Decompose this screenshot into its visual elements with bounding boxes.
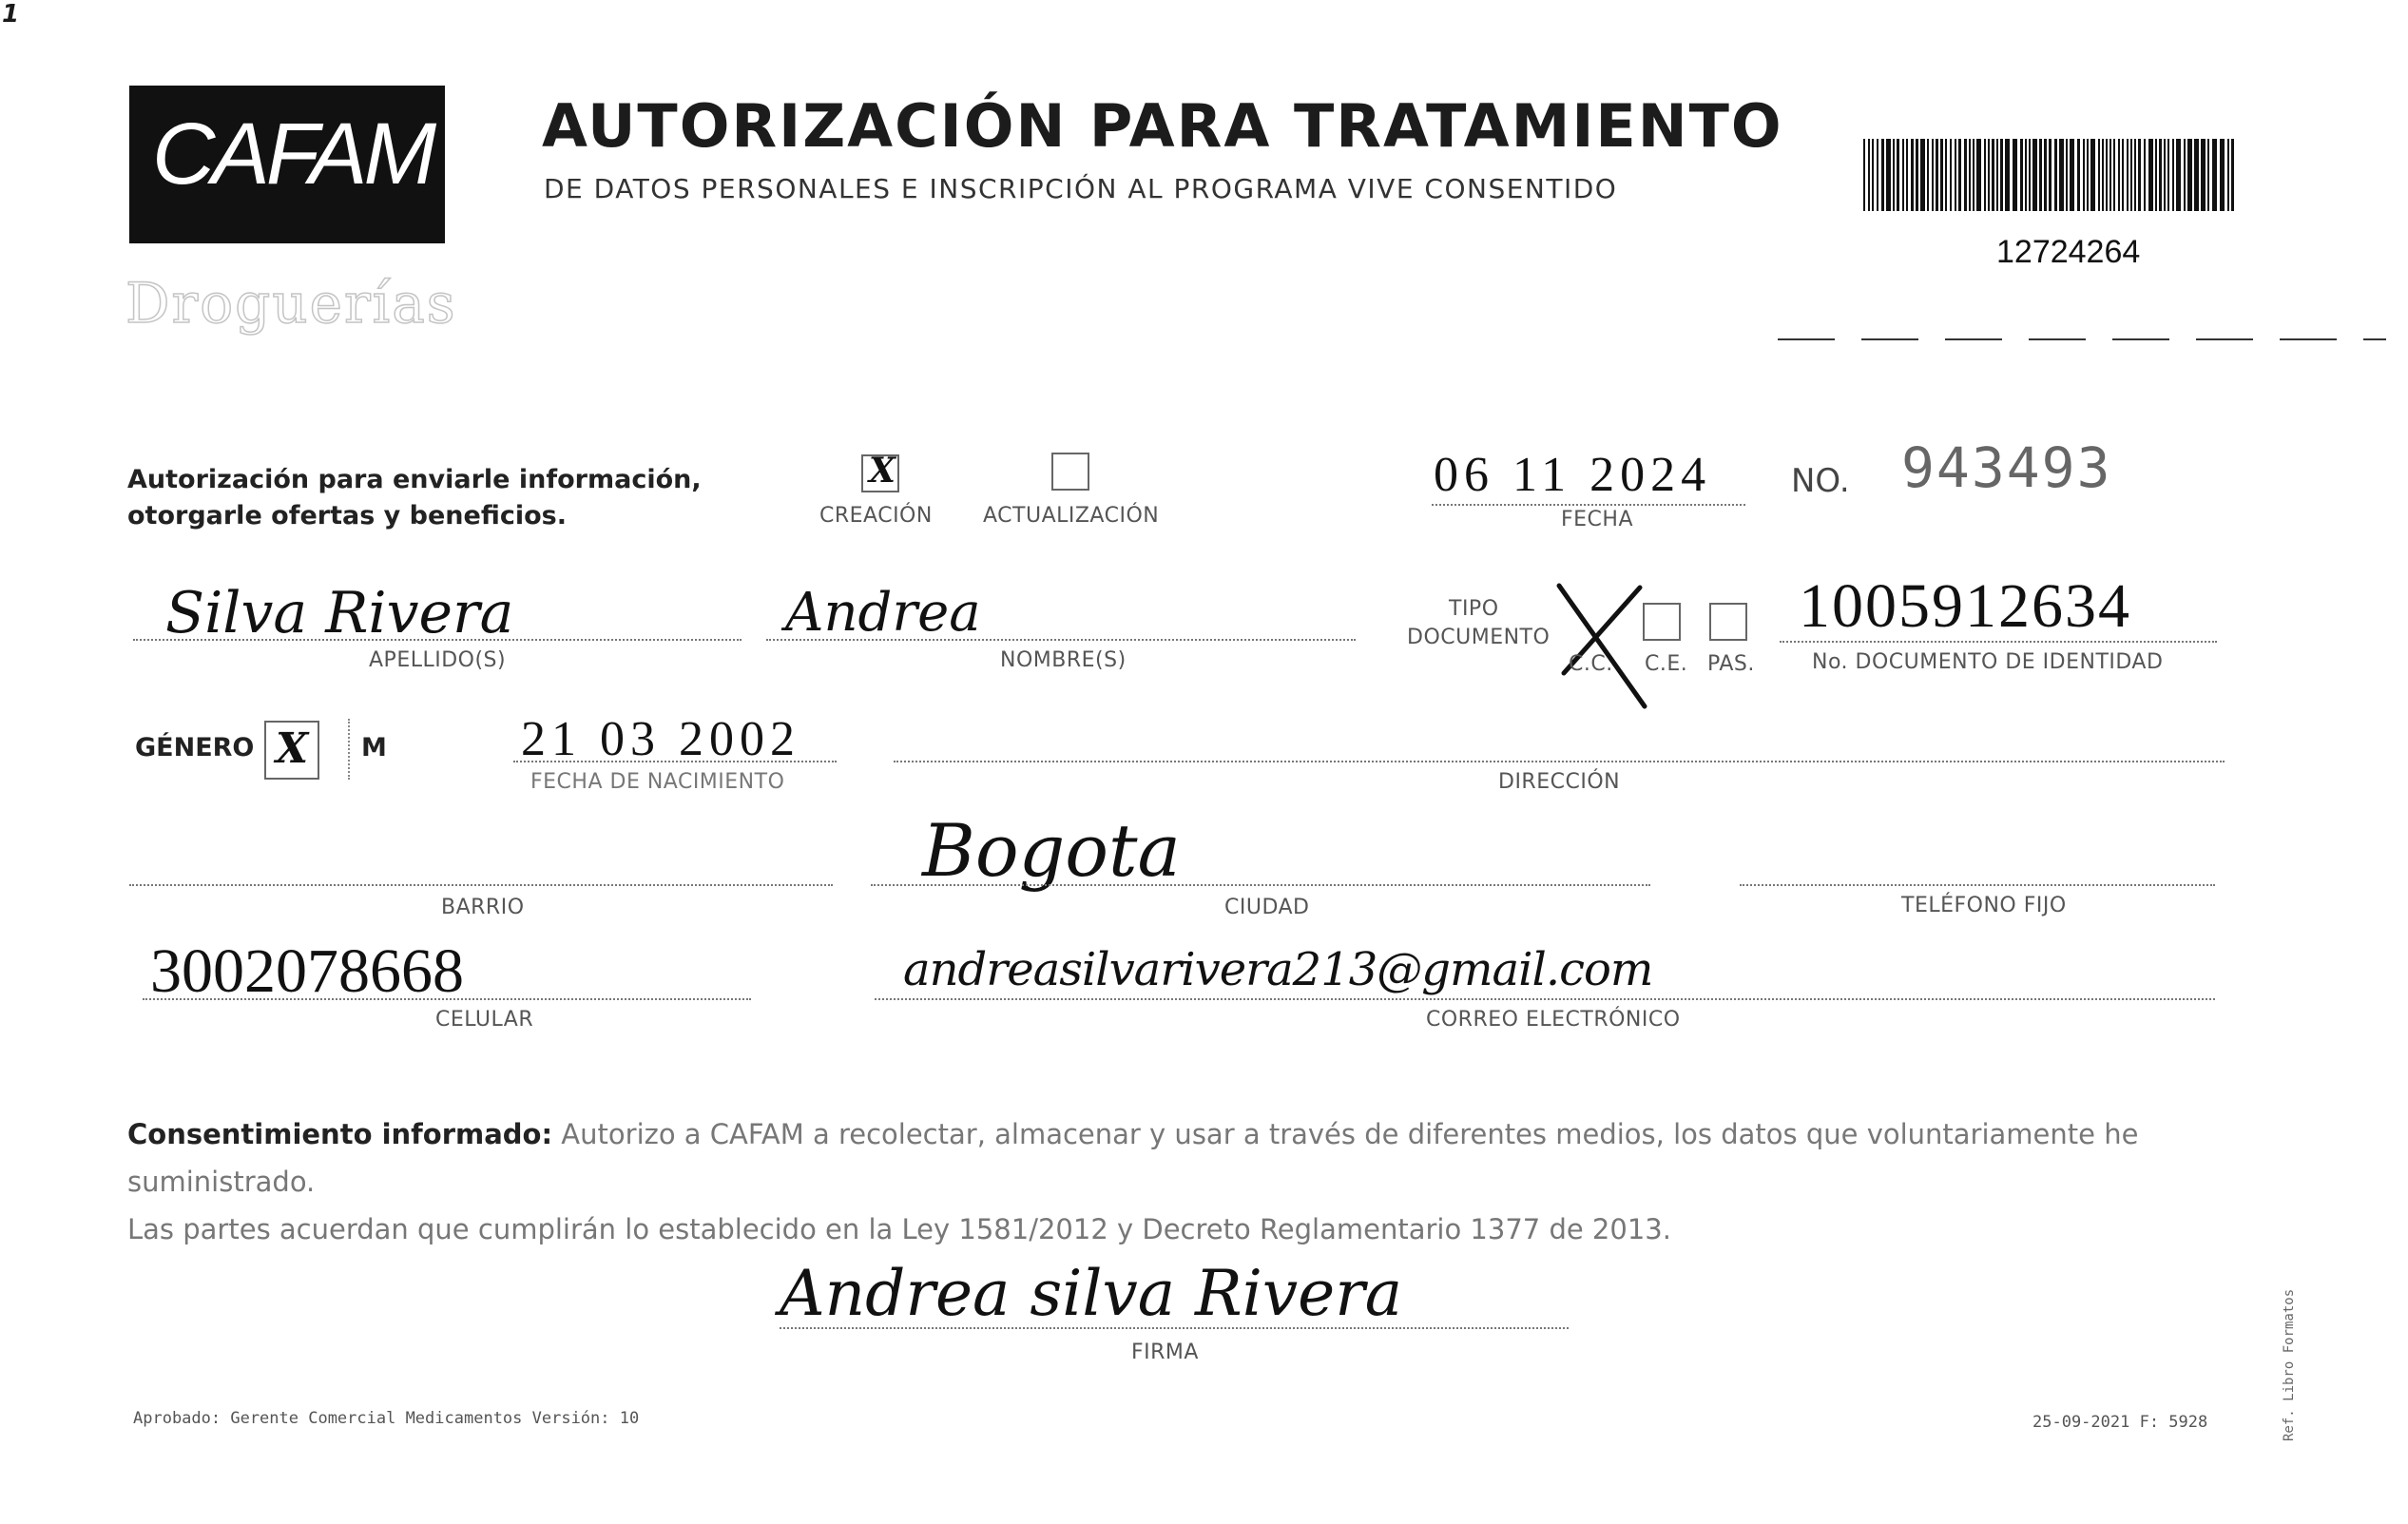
page-corner-mark: 1 xyxy=(2,0,20,29)
direccion-line[interactable] xyxy=(894,761,2225,762)
barcode-bar xyxy=(1877,139,1878,211)
barcode-bar xyxy=(2122,139,2124,211)
creacion-check-mark: X xyxy=(869,451,896,491)
barcode-bar xyxy=(2130,139,2132,211)
barcode-bar xyxy=(2155,139,2157,211)
nombres-value[interactable]: Andrea xyxy=(785,582,981,644)
cc-check-mark xyxy=(1550,578,1654,711)
barcode-bar xyxy=(2049,139,2052,211)
signature-line xyxy=(780,1327,1569,1329)
ce-label: C.E. xyxy=(1645,652,1688,676)
celular-label: CELULAR xyxy=(435,1008,534,1032)
barcode-bar xyxy=(1940,139,1943,211)
barcode xyxy=(1863,139,2238,211)
birth-date-value[interactable]: 21 03 2002 xyxy=(521,712,800,766)
barcode-bar xyxy=(1911,139,1914,211)
fecha-label: FECHA xyxy=(1561,508,1634,531)
barcode-bar xyxy=(2220,139,2225,211)
barcode-bar xyxy=(2167,139,2169,211)
signature-value[interactable]: Andrea silva Rivera xyxy=(780,1257,1403,1330)
birth-date-line xyxy=(513,761,837,762)
pas-label: PAS. xyxy=(1707,652,1755,676)
ciudad-line xyxy=(871,884,1650,886)
genero-f-checkbox[interactable] xyxy=(264,721,319,780)
side-reference-text: Ref. Libro Formatos xyxy=(2282,1288,2297,1441)
email-value[interactable]: andreasilvarivera213@gmail.com xyxy=(903,943,1653,996)
barcode-bar xyxy=(2144,139,2146,211)
barcode-bar xyxy=(1950,139,1952,211)
barcode-bar xyxy=(1958,139,1961,211)
ciudad-value[interactable]: Bogota xyxy=(922,808,1181,893)
actualizacion-label: ACTUALIZACIÓN xyxy=(983,504,1160,528)
logo-text: CAFAM xyxy=(152,106,433,203)
barrio-label: BARRIO xyxy=(441,896,525,919)
barcode-bar xyxy=(2164,139,2166,211)
creacion-checkbox[interactable] xyxy=(861,451,899,492)
barcode-bar xyxy=(2159,139,2162,211)
genero-f-mark: X xyxy=(276,724,309,773)
barcode-bar xyxy=(1992,139,1994,211)
genero-label: GÉNERO xyxy=(135,733,255,762)
barcode-bar xyxy=(2070,139,2074,211)
document-title: AUTORIZACIÓN PARA TRATAMIENTO xyxy=(542,91,1783,161)
barcode-bar xyxy=(1920,139,1925,211)
form-number: 943493 xyxy=(1901,435,2112,500)
barcode-bar xyxy=(2207,139,2209,211)
barcode-number: 12724264 xyxy=(1996,234,2141,270)
barcode-bar xyxy=(2109,139,2111,211)
footer-code: 25-09-2021 F: 5928 xyxy=(2032,1413,2208,1432)
barcode-bar xyxy=(2172,139,2174,211)
barcode-bar xyxy=(1932,139,1934,211)
barcode-bar xyxy=(1893,139,1895,211)
barcode-bar xyxy=(2227,139,2229,211)
barcode-bar xyxy=(2098,139,2100,211)
actualizacion-checkbox[interactable] xyxy=(1051,453,1089,491)
barcode-bar xyxy=(1927,139,1929,211)
barcode-bar xyxy=(1964,139,1967,211)
barcode-bar xyxy=(2194,139,2199,211)
barcode-bar xyxy=(2044,139,2047,211)
barcode-bar xyxy=(2039,139,2042,211)
barcode-bar xyxy=(2083,139,2085,211)
ciudad-label: CIUDAD xyxy=(1224,896,1310,919)
barrio-line[interactable] xyxy=(129,884,833,886)
barcode-bar xyxy=(2118,139,2120,211)
barcode-bar xyxy=(2231,139,2234,211)
cc-label: C.C. xyxy=(1569,652,1613,676)
consent-paragraph xyxy=(127,1110,2247,1253)
barcode-bar xyxy=(1945,139,1947,211)
email-line xyxy=(875,998,2215,1000)
apellidos-value[interactable]: Silva Rivera xyxy=(165,580,514,646)
consent-text-1: Autorizo a CAFAM a recolectar, almacenar y usar a través de diferentes medios, los datos que voluntariamente he suministrado. xyxy=(127,1118,2139,1198)
barcode-bar xyxy=(1872,139,1874,211)
barcode-bar xyxy=(1881,139,1884,211)
barcode-bar xyxy=(1863,139,1865,211)
barcode-bar xyxy=(2176,139,2181,211)
barcode-bar xyxy=(2032,139,2037,211)
barcode-bar xyxy=(2106,139,2108,211)
barcode-bar xyxy=(1973,139,1975,211)
header-dash-line xyxy=(1778,338,2386,340)
side-reference xyxy=(2278,1226,2306,1445)
barcode-bar xyxy=(2066,139,2068,211)
document-subtitle: DE DATOS PERSONALES E INSCRIPCIÓN AL PROGRAMA VIVE CONSENTIDO xyxy=(544,173,1618,204)
pas-checkbox[interactable] xyxy=(1709,603,1747,641)
nombres-line xyxy=(766,639,1356,641)
telefono-label: TELÉFONO FIJO xyxy=(1901,894,2067,917)
barcode-bar xyxy=(2090,139,2095,211)
barcode-bar xyxy=(1906,139,1908,211)
doc-number-label: No. DOCUMENTO DE IDENTIDAD xyxy=(1812,650,2164,674)
barcode-bar xyxy=(1902,139,1904,211)
barcode-bar xyxy=(1996,139,1998,211)
consent-heading: Consentimiento informado: xyxy=(127,1118,553,1150)
barcode-bar xyxy=(2077,139,2080,211)
barcode-bar xyxy=(2102,139,2104,211)
email-label: CORREO ELECTRÓNICO xyxy=(1426,1008,1681,1032)
barcode-bar xyxy=(2025,139,2027,211)
genero-m-label: M xyxy=(361,733,387,762)
barcode-bar xyxy=(1984,139,1986,211)
barcode-bar xyxy=(2138,139,2141,211)
authorization-text-line2: otorgarle ofertas y beneficios. xyxy=(127,501,567,531)
barcode-bar xyxy=(2201,139,2206,211)
direccion-label: DIRECCIÓN xyxy=(1498,770,1621,794)
signature-label: FIRMA xyxy=(1131,1341,1199,1364)
barcode-bar xyxy=(1897,139,1899,211)
apellidos-label: APELLIDO(S) xyxy=(369,648,507,672)
barcode-bar xyxy=(2187,139,2192,211)
apellidos-line xyxy=(133,639,742,641)
barcode-bar xyxy=(1969,139,1971,211)
barcode-bar xyxy=(2127,139,2129,211)
footer-approval: Aprobado: Gerente Comercial Medicamentos Versión: 10 xyxy=(133,1409,640,1428)
documento-label: DOCUMENTO xyxy=(1407,626,1551,649)
barcode-bar xyxy=(1936,139,1938,211)
fecha-value[interactable]: 06 11 2024 xyxy=(1434,448,1712,502)
consent-text-2: Las partes acuerdan que cumplirán lo establecido en la Ley 1581/2012 y Decreto Reglamentario 1377 de 2013. xyxy=(127,1213,1671,1245)
nombres-label: NOMBRE(S) xyxy=(1000,648,1127,672)
barcode-bar xyxy=(2134,139,2136,211)
telefono-line[interactable] xyxy=(1740,884,2215,886)
tipo-label: TIPO xyxy=(1449,597,1499,621)
barcode-bar xyxy=(2148,139,2153,211)
celular-line xyxy=(143,998,751,1000)
barcode-bar xyxy=(2184,139,2186,211)
barcode-bar xyxy=(2005,139,2010,211)
authorization-text-line1: Autorización para enviarle información, xyxy=(127,465,702,494)
no-label: NO. xyxy=(1791,462,1850,500)
barcode-bar xyxy=(2059,139,2064,211)
barcode-bar xyxy=(2020,139,2023,211)
barcode-bar xyxy=(2212,139,2217,211)
barcode-bar xyxy=(1886,139,1891,211)
barcode-bar xyxy=(2029,139,2031,211)
barcode-bar xyxy=(1988,139,1990,211)
fecha-line xyxy=(1432,504,1745,506)
birth-date-label: FECHA DE NACIMIENTO xyxy=(530,770,785,794)
logo-subtext: Droguerías xyxy=(125,271,457,336)
barcode-bar xyxy=(2113,139,2115,211)
doc-number-line xyxy=(1780,641,2217,643)
barcode-bar xyxy=(1868,139,1870,211)
creacion-label: CREACIÓN xyxy=(819,504,933,528)
barcode-bar xyxy=(1955,139,1956,211)
barcode-bar xyxy=(2013,139,2017,211)
doc-number-value[interactable]: 1005912634 xyxy=(1799,571,2131,641)
ce-checkbox[interactable] xyxy=(1643,603,1681,641)
barcode-bar xyxy=(2054,139,2057,211)
barcode-bar xyxy=(1976,139,1981,211)
barcode-bar xyxy=(1916,139,1918,211)
celular-value[interactable]: 3002078668 xyxy=(150,936,464,1006)
barcode-bar xyxy=(2087,139,2089,211)
barcode-bar xyxy=(2000,139,2003,211)
